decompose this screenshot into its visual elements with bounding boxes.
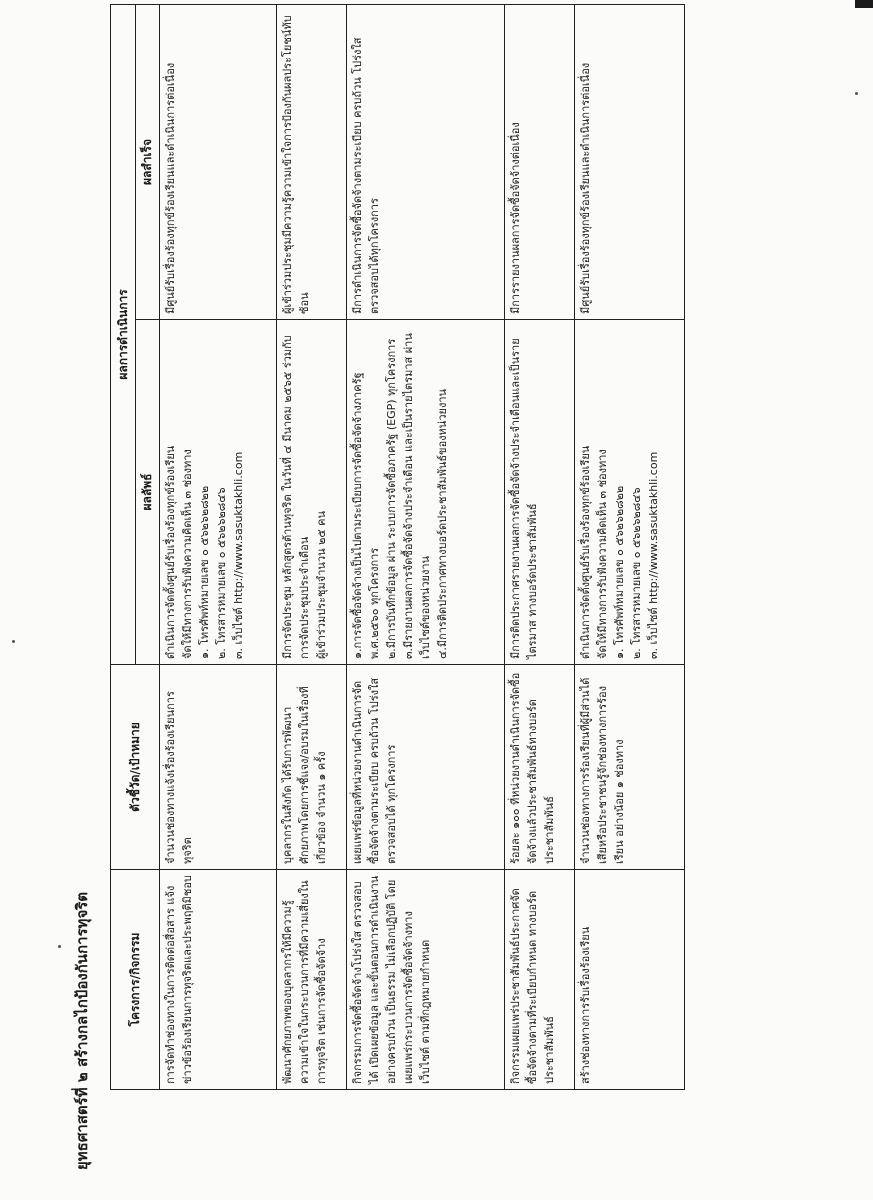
table-row (504, 4, 574, 1089)
header-indicator: ตัวชี้วัด/เป้าหมาย (111, 665, 160, 870)
output-line: จัดให้มีทางการรับฟังความคิดเห็น ๓ ช่องทาง (180, 449, 194, 659)
output-line: ผู้เข้าร่วมประชุมจำนวน ๒๕ คน (314, 510, 328, 659)
cell-indicator: บุคลากรในสังกัด ได้รับการพัฒนาศักยภาพโดยการชี้แจง/อบรมในเรื่องที่เกี่ยวข้อง จำนวน ๑ ครั้ง (276, 665, 346, 870)
header-outcome: ผลสำเร็จ (136, 4, 160, 319)
cell-project: การจัดทำช่องทางในการติดต่อสื่อสาร แจ้งข่าวข้อร้องเรียนการทุจริตและประพฤติมิชอบ (159, 870, 276, 1090)
cell-output (276, 320, 346, 665)
output-line: ๒.มีการบันทึกข้อมูล ผ่าน ระบบการจัดซื้อภาครัฐ (EGP) ทุกโครงการ (384, 338, 398, 659)
output-line: จัดให้มีทางการรับฟังความคิดเห็น ๓ ช่องทาง (595, 449, 609, 659)
strategy-heading: ยุทธศาสตร์ที่ ๒ สร้างกลไกป้องกันการทุจริต (73, 891, 91, 1170)
anti-corruption-table (110, 4, 685, 1090)
cell-project: สร้างช่องทางการรับเรื่องร้องเรียน (574, 870, 684, 1090)
cell-indicator: จำนวนช่องทางแจ้งเรื่องร้องเรียนการทุจริต (159, 665, 276, 870)
cell-outcome: ผู้เข้าร่วมประชุมมีความรู้ความเข้าใจการป้องกันผลประโยชน์ทับซ้อน (276, 4, 346, 319)
cell-outcome: มีศูนย์รับเรื่องร้องทุกข์ร้องเรียนและดำเนินการต่อเนื่อง (159, 4, 276, 319)
cell-outcome: มีการดำเนินการจัดซื้อจัดจ้างตามระเบียบ ครบถ้วน โปร่งใส ตรวจสอบได้ทุกโครงการ (346, 4, 504, 319)
output-line: มีการจัดประชุม หลักสูตรต้านทุจริต ในวันที่ ๔ มีนาคม ๒๕๖๕ ร่วมกับการจัดประชุมประจำเดือน (280, 335, 311, 659)
output-line: ๔.มีการติดประกาศทางบอร์ดประชาสัมพันธ์ของหน่วยงาน (435, 388, 449, 659)
output-line: ๑.การจัดซื้อจัดจ้างเป็นไปตามระเบียบการจัดซื้อจัดจ้างภาครัฐ พ.ศ.๒๕๖๐ ทุกโครงการ (350, 372, 381, 659)
cell-indicator: จำนวนช่องทางการร้องเรียนที่ผู้มีส่วนได้เสียหรือประชาชนรู้จักช่องทางการร้องเรียน อย่างน้อย ๑ ช่องทาง (574, 665, 684, 870)
output-line: ๒. โทรสารหมายเลข ๐ ๕๖๒๖๒๘๔๖ (629, 487, 643, 659)
output-line: ดำเนินการจัดตั้งศูนย์รับเรื่องร้องทุกข์ร้องเรียน (163, 445, 177, 659)
cell-project: พัฒนาศักยภาพของบุคลากรให้มีความรู้ความเข้าใจในกระบวนการที่มีความเสี่ยงในการทุจริต เช่นการจัดซื้อจัดจ้าง (276, 870, 346, 1090)
cell-project: กิจกรรมเผยแพร่ประชาสัมพันธ์ประกาศจัดซื้อจัดจ้างตามที่ระเบียบกำหนด ทางบอร์ดประชาสัมพันธ์ (504, 870, 574, 1090)
output-line: ๓. เว็บไซต์ http://www.sasuktakhli.com (646, 451, 660, 659)
table-row (574, 4, 684, 1089)
output-line: ๒. โทรสารหมายเลข ๐ ๕๖๒๖๒๘๔๖ (214, 487, 228, 659)
output-line: ๓. เว็บไซต์ http://www.sasuktakhli.com (231, 451, 245, 659)
table-row (159, 4, 276, 1089)
cell-outcome: มีการรายงานผลการจัดซื้อจัดจ้างต่อเนื่อง (504, 4, 574, 319)
cell-indicator: ร้อยละ ๑๐๐ ที่หน่วยงานดำเนินการจัดซื้อจัดจ้างแล้วประชาสัมพันธ์ทางบอร์ดประชาสัมพันธ์ (504, 665, 574, 870)
output-line: ๑. โทรศัพท์หมายเลข ๐ ๕๖๒๖๒๘๒๒ (612, 485, 626, 659)
output-line: ๓.มีรายงานผลการจัดซื้อจัดจ้างประจำเดือน และเป็นรายไตรมาส ผ่านเว็บไซต์ของหน่วยงาน (401, 333, 432, 659)
cell-project: กิจกรรมการจัดซื้อจัดจ้างโปร่งใส ตรวจสอบได้ เปิดเผยข้อมูล และขั้นตอนการดำเนินงานอย่างครบถ้วน เป็นธรรม ไม่เลือกปฏิบัติ โดยเผยแพร่กระบวนการจัดซื้อจัดจ้างทางเว็บไซต์ ตามที่กฎหมายกำหนด (346, 870, 504, 1090)
cell-output (159, 320, 276, 665)
cell-output (346, 320, 504, 665)
cell-outcome: มีศูนย์รับเรื่องร้องทุกข์ร้องเรียนและดำเนินการต่อเนื่อง (574, 4, 684, 319)
output-line: ดำเนินการจัดตั้งศูนย์รับเรื่องร้องทุกข์ร้องเรียน (578, 445, 592, 659)
output-line: มีการติดประกาศรายงานผลการจัดซื้อจัดจ้างประจำเดือนและเป็นรายไตรมาส ทางบอร์ดประชาสัมพันธ์ (508, 338, 539, 659)
table-row (346, 4, 504, 1089)
table-row (276, 4, 346, 1089)
header-project: โครงการ/กิจกรรม (111, 870, 160, 1090)
output-line: ๑. โทรศัพท์หมายเลข ๐ ๕๖๒๖๒๘๒๒ (197, 485, 211, 659)
header-output: ผลลัพธ์ (136, 320, 160, 665)
header-results: ผลการดำเนินการ (111, 4, 136, 664)
cell-output (504, 320, 574, 665)
cell-output (574, 320, 684, 665)
cell-indicator: เผยแพร่ข้อมูลที่หน่วยงานดำเนินการจัดซื้อจัดจ้างตามระเบียบ ครบถ้วน โปร่งใส ตรวจสอบได้ ทุกโครงการ (346, 665, 504, 870)
